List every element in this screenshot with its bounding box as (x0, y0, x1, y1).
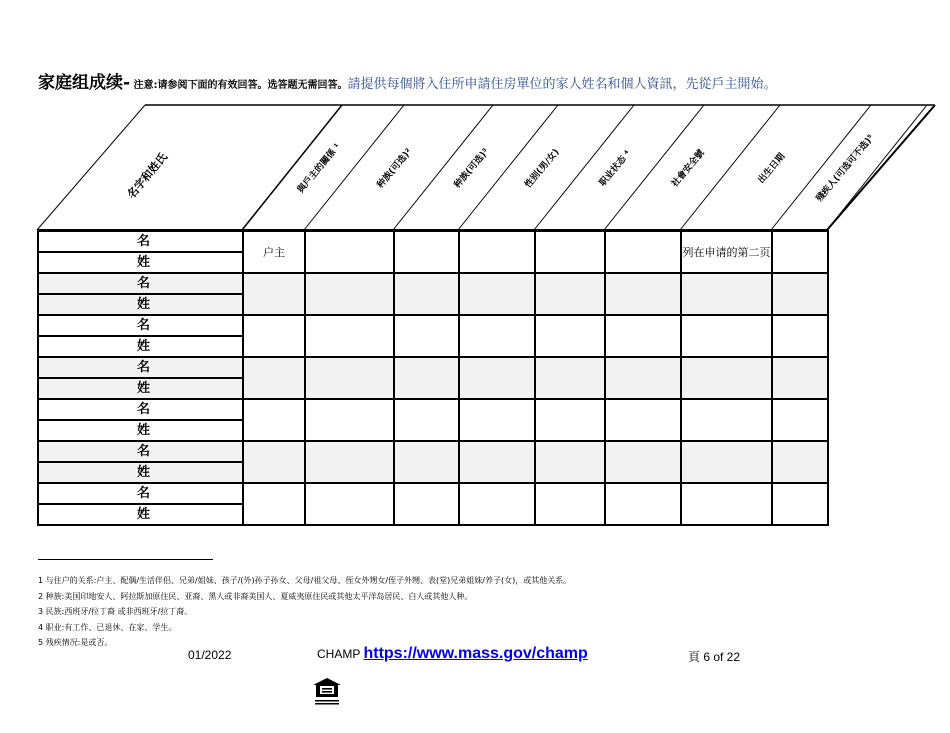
first-name-label: 名 (39, 316, 242, 337)
input-cell[interactable] (305, 483, 394, 525)
relationship-cell[interactable]: 户主 (243, 231, 305, 273)
dob-cell[interactable] (681, 357, 772, 399)
input-cell[interactable] (459, 441, 535, 483)
input-cell[interactable] (535, 357, 605, 399)
relationship-cell[interactable] (243, 441, 305, 483)
input-cell[interactable] (605, 315, 681, 357)
first-name-label: 名 (39, 400, 242, 421)
input-cell[interactable] (605, 231, 681, 273)
input-cell[interactable] (459, 231, 535, 273)
footnote-4: 4 职业:有工作、已退休、在家、学生。 (38, 622, 177, 632)
input-cell[interactable] (394, 357, 459, 399)
table-row (38, 357, 828, 399)
header-divider (771, 105, 871, 230)
column-header: 职业状态 ⁴ (597, 149, 634, 189)
last-name-label: 姓 (136, 423, 150, 438)
input-cell[interactable] (394, 273, 459, 315)
input-cell[interactable] (394, 483, 459, 525)
input-cell[interactable] (305, 441, 394, 483)
input-cell[interactable] (459, 399, 535, 441)
input-cell[interactable] (605, 357, 681, 399)
input-cell[interactable] (305, 231, 394, 273)
first-name-label: 名 (39, 274, 242, 295)
first-name-label: 名 (39, 484, 242, 505)
input-cell[interactable] (535, 273, 605, 315)
dob-cell[interactable]: 列在申请的第二页 (681, 231, 772, 273)
column-header: 种族(可选)² (375, 147, 415, 191)
equal-housing-icon (312, 677, 342, 707)
dob-cell[interactable] (681, 315, 772, 357)
name-cell[interactable] (38, 483, 243, 525)
input-cell[interactable] (459, 357, 535, 399)
last-name-label: 姓 (136, 255, 150, 270)
input-cell[interactable] (305, 315, 394, 357)
name-cell[interactable] (38, 399, 243, 441)
relationship-cell[interactable] (243, 357, 305, 399)
champ-link[interactable]: https://www.mass.gov/champ (363, 645, 588, 662)
table-row (38, 483, 828, 525)
first-name-label: 名 (39, 358, 242, 379)
last-name-label: 姓 (136, 465, 150, 480)
dob-cell[interactable] (681, 399, 772, 441)
relationship-cell[interactable] (243, 315, 305, 357)
footnote-5: 5 残疾情况:是或否。 (38, 638, 113, 647)
relationship-cell[interactable] (243, 399, 305, 441)
header-name: 名字和姓氏 (124, 150, 170, 201)
input-cell[interactable] (535, 399, 605, 441)
footer-page: 頁 6 of 22 (688, 650, 741, 664)
first-name-label: 名 (39, 232, 242, 253)
name-cell[interactable] (38, 315, 243, 357)
last-name-label: 姓 (136, 381, 150, 396)
input-cell[interactable] (305, 357, 394, 399)
input-cell[interactable] (459, 273, 535, 315)
input-cell[interactable] (305, 399, 394, 441)
relationship-cell[interactable] (243, 483, 305, 525)
disability-cell[interactable] (772, 231, 828, 273)
disability-cell[interactable] (772, 357, 828, 399)
dob-cell[interactable] (681, 441, 772, 483)
input-cell[interactable] (535, 315, 605, 357)
footnotes (38, 573, 571, 651)
input-cell[interactable] (305, 273, 394, 315)
column-header: 社會安全號 (670, 148, 707, 190)
column-header: 出生日期 (756, 151, 788, 186)
input-cell[interactable] (394, 315, 459, 357)
household-table (37, 230, 829, 526)
last-name-label: 姓 (136, 507, 150, 522)
title-main: 家庭组成续- (38, 73, 131, 93)
table-row (38, 441, 828, 483)
table-row (38, 273, 828, 315)
footnote-3: 3 民族:西班牙/拉丁裔 或非西班牙/拉丁裔。 (38, 607, 193, 616)
disability-cell[interactable] (772, 441, 828, 483)
input-cell[interactable] (605, 273, 681, 315)
input-cell[interactable] (605, 483, 681, 525)
disability-cell[interactable] (772, 315, 828, 357)
column-header: 性别(男/女) (523, 147, 562, 191)
dob-cell[interactable] (681, 273, 772, 315)
table-row (38, 315, 828, 357)
disability-cell[interactable] (772, 273, 828, 315)
dob-cell[interactable] (681, 483, 772, 525)
input-cell[interactable] (605, 399, 681, 441)
column-header: 與戶主的關係 ¹ (296, 142, 343, 196)
table-header (0, 0, 950, 240)
last-name-label: 姓 (136, 339, 150, 354)
column-header: 种族(可选)³ (452, 147, 492, 191)
table-row (38, 231, 828, 273)
first-name-label: 名 (39, 442, 242, 463)
disability-cell[interactable] (772, 399, 828, 441)
input-cell[interactable] (535, 441, 605, 483)
column-header: 殘疾人(可选可不选)⁵ (814, 133, 877, 205)
title-instruction: 請提供每個將入住所申請住房單位的家人姓名和個人資訊，先從戶主開始。 (347, 77, 777, 92)
disability-cell[interactable] (772, 483, 828, 525)
input-cell[interactable] (394, 399, 459, 441)
input-cell[interactable] (535, 231, 605, 273)
input-cell[interactable] (459, 315, 535, 357)
input-cell[interactable] (394, 441, 459, 483)
title-note: 注意:请参阅下面的有效回答。选答题无需回答。 (130, 80, 348, 91)
input-cell[interactable] (459, 483, 535, 525)
footer-date: 01/2022 (188, 648, 232, 662)
input-cell[interactable] (605, 441, 681, 483)
name-cell[interactable] (38, 231, 243, 273)
last-name-label: 姓 (136, 297, 150, 312)
relationship-cell[interactable] (243, 273, 305, 315)
name-cell[interactable] (38, 357, 243, 399)
footnote-2: 2 种族:美国印地安人、阿拉斯加原住民、亚裔、黑人或非裔美国人、夏威夷原住民或其他太平洋岛居民、白人或其他人种。 (38, 591, 473, 601)
input-cell[interactable] (394, 231, 459, 273)
table-row (38, 399, 828, 441)
name-cell[interactable] (38, 441, 243, 483)
footer-program: CHAMP (317, 647, 361, 661)
input-cell[interactable] (535, 483, 605, 525)
footnote-divider (38, 559, 213, 560)
name-cell[interactable] (38, 273, 243, 315)
footnote-1: 1 与住户的关系:户主、配偶/生活伴侣、兄弟/姐妹、孩子/(外)孙子孙女、父母/祖父母、侄女外甥女/侄子外甥、表(堂)兄弟姐妹/养子(女)，或其他关系。 (38, 576, 572, 585)
